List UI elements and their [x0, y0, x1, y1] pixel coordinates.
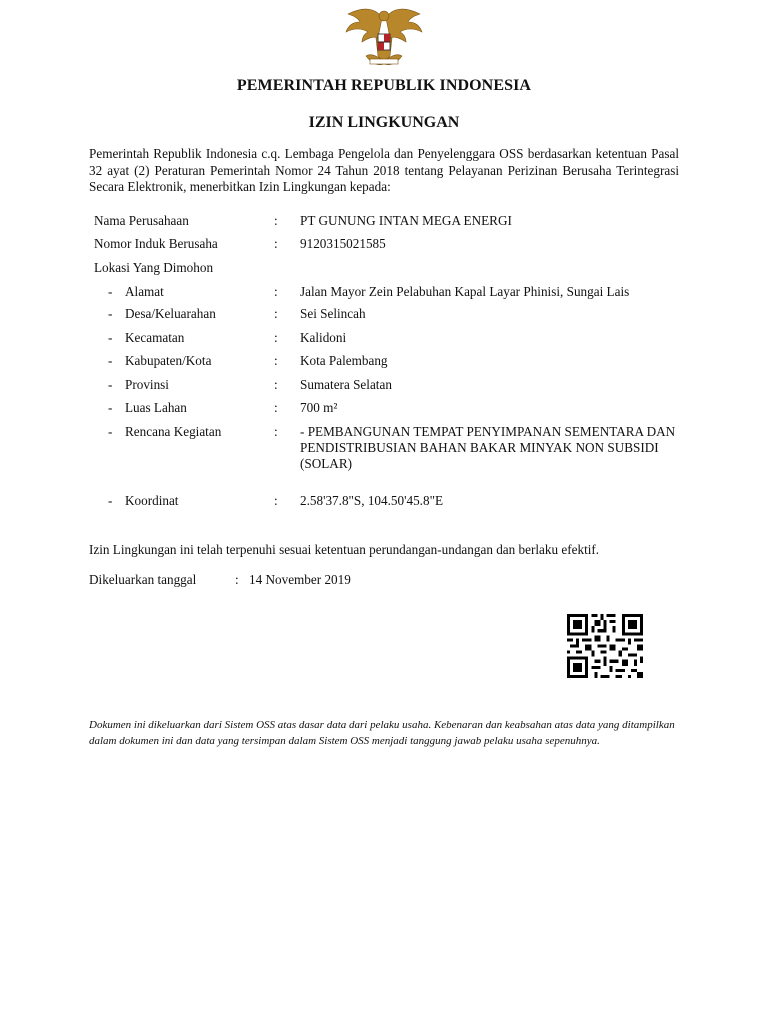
area-value: 700 m² — [300, 400, 338, 415]
bullet-dash: - — [108, 493, 113, 508]
village-value: Sei Selincah — [300, 306, 366, 321]
field-label: Alamat — [125, 284, 164, 299]
colon-separator: : — [274, 400, 278, 415]
bullet-dash: - — [108, 306, 113, 321]
field-label: Kabupaten/Kota — [125, 353, 212, 368]
qr-code-icon — [566, 614, 644, 678]
field-label: Kecamatan — [125, 330, 185, 345]
issued-label: Dikeluarkan tanggal — [89, 572, 197, 587]
field-label: Koordinat — [125, 493, 179, 508]
address-value: Jalan Mayor Zein Pelabuhan Kapal Layar Phinisi, Sungai Lais — [300, 284, 630, 299]
field-label: Rencana Kegiatan — [125, 424, 222, 439]
garuda-emblem-icon — [340, 4, 428, 68]
colon-separator: : — [274, 353, 278, 368]
field-label: Nama Perusahaan — [94, 213, 189, 228]
nib-number: 9120315021585 — [300, 236, 386, 251]
activity-value: - PEMBANGUNAN TEMPAT PENYIMPANAN SEMENTARA DAN PENDISTRIBUSIAN BAHAN BAKAR MINYAK NON SUBSIDI (SOLAR) — [300, 424, 676, 471]
field-label: Nomor Induk Berusaha — [94, 236, 218, 251]
colon-separator: : — [274, 213, 278, 228]
bullet-dash: - — [108, 377, 113, 392]
disclaimer-note: Dokumen ini dikeluarkan dari Sistem OSS atas dasar data dari pelaku usaha. Kebenaran dan keabsahan atas data yang ditampilkan dalam dokumen ini dan data yang tersimpan dalam Sistem OSS menjadi tanggung jawab pelaku usaha sepenuhnya. — [89, 719, 675, 747]
colon-separator: : — [274, 306, 278, 321]
colon-separator: : — [274, 284, 278, 299]
colon-separator: : — [274, 493, 278, 508]
document-title: IZIN LINGKUNGAN — [308, 114, 460, 131]
field-label: Provinsi — [125, 377, 169, 392]
district-value: Kalidoni — [300, 330, 347, 345]
colon-separator: : — [274, 424, 278, 439]
bullet-dash: - — [108, 284, 113, 299]
bullet-dash: - — [108, 353, 113, 368]
issued-date: 14 November 2019 — [249, 572, 351, 587]
coordinates-value: 2.58'37.8"S, 104.50'45.8"E — [300, 493, 444, 508]
field-label: Luas Lahan — [125, 400, 187, 415]
colon-separator: : — [274, 377, 278, 392]
field-label: Desa/Keluarahan — [125, 306, 216, 321]
bullet-dash: - — [108, 400, 113, 415]
intro-paragraph: Pemerintah Republik Indonesia c.q. Lembaga Pengelola dan Penyelenggara OSS berdasarkan ketentuan Pasal 32 ayat (2) Peraturan Pemerintah Nomor 24 Tahun 2018 tentang Pelayanan Perizinan Berusaha Terintegrasi Secara Elektronik, menerbitkan Izin Lingkungan kepada: — [89, 146, 679, 194]
colon-separator: : — [274, 236, 278, 251]
bullet-dash: - — [108, 330, 113, 345]
validity-statement: Izin Lingkungan ini telah terpenuhi sesuai ketentuan perundangan-undangan dan berlaku efektif. — [89, 542, 600, 557]
field-label: Lokasi Yang Dimohon — [94, 260, 214, 275]
regency-value: Kota Palembang — [300, 353, 388, 368]
page-title: PEMERINTAH REPUBLIK INDONESIA — [236, 77, 532, 94]
colon-separator: : — [274, 330, 278, 345]
province-value: Sumatera Selatan — [300, 377, 392, 392]
issued-date-row — [89, 572, 351, 588]
colon-separator: : — [235, 572, 239, 587]
company-name: PT GUNUNG INTAN MEGA ENERGI — [300, 213, 512, 228]
bullet-dash: - — [108, 424, 113, 439]
